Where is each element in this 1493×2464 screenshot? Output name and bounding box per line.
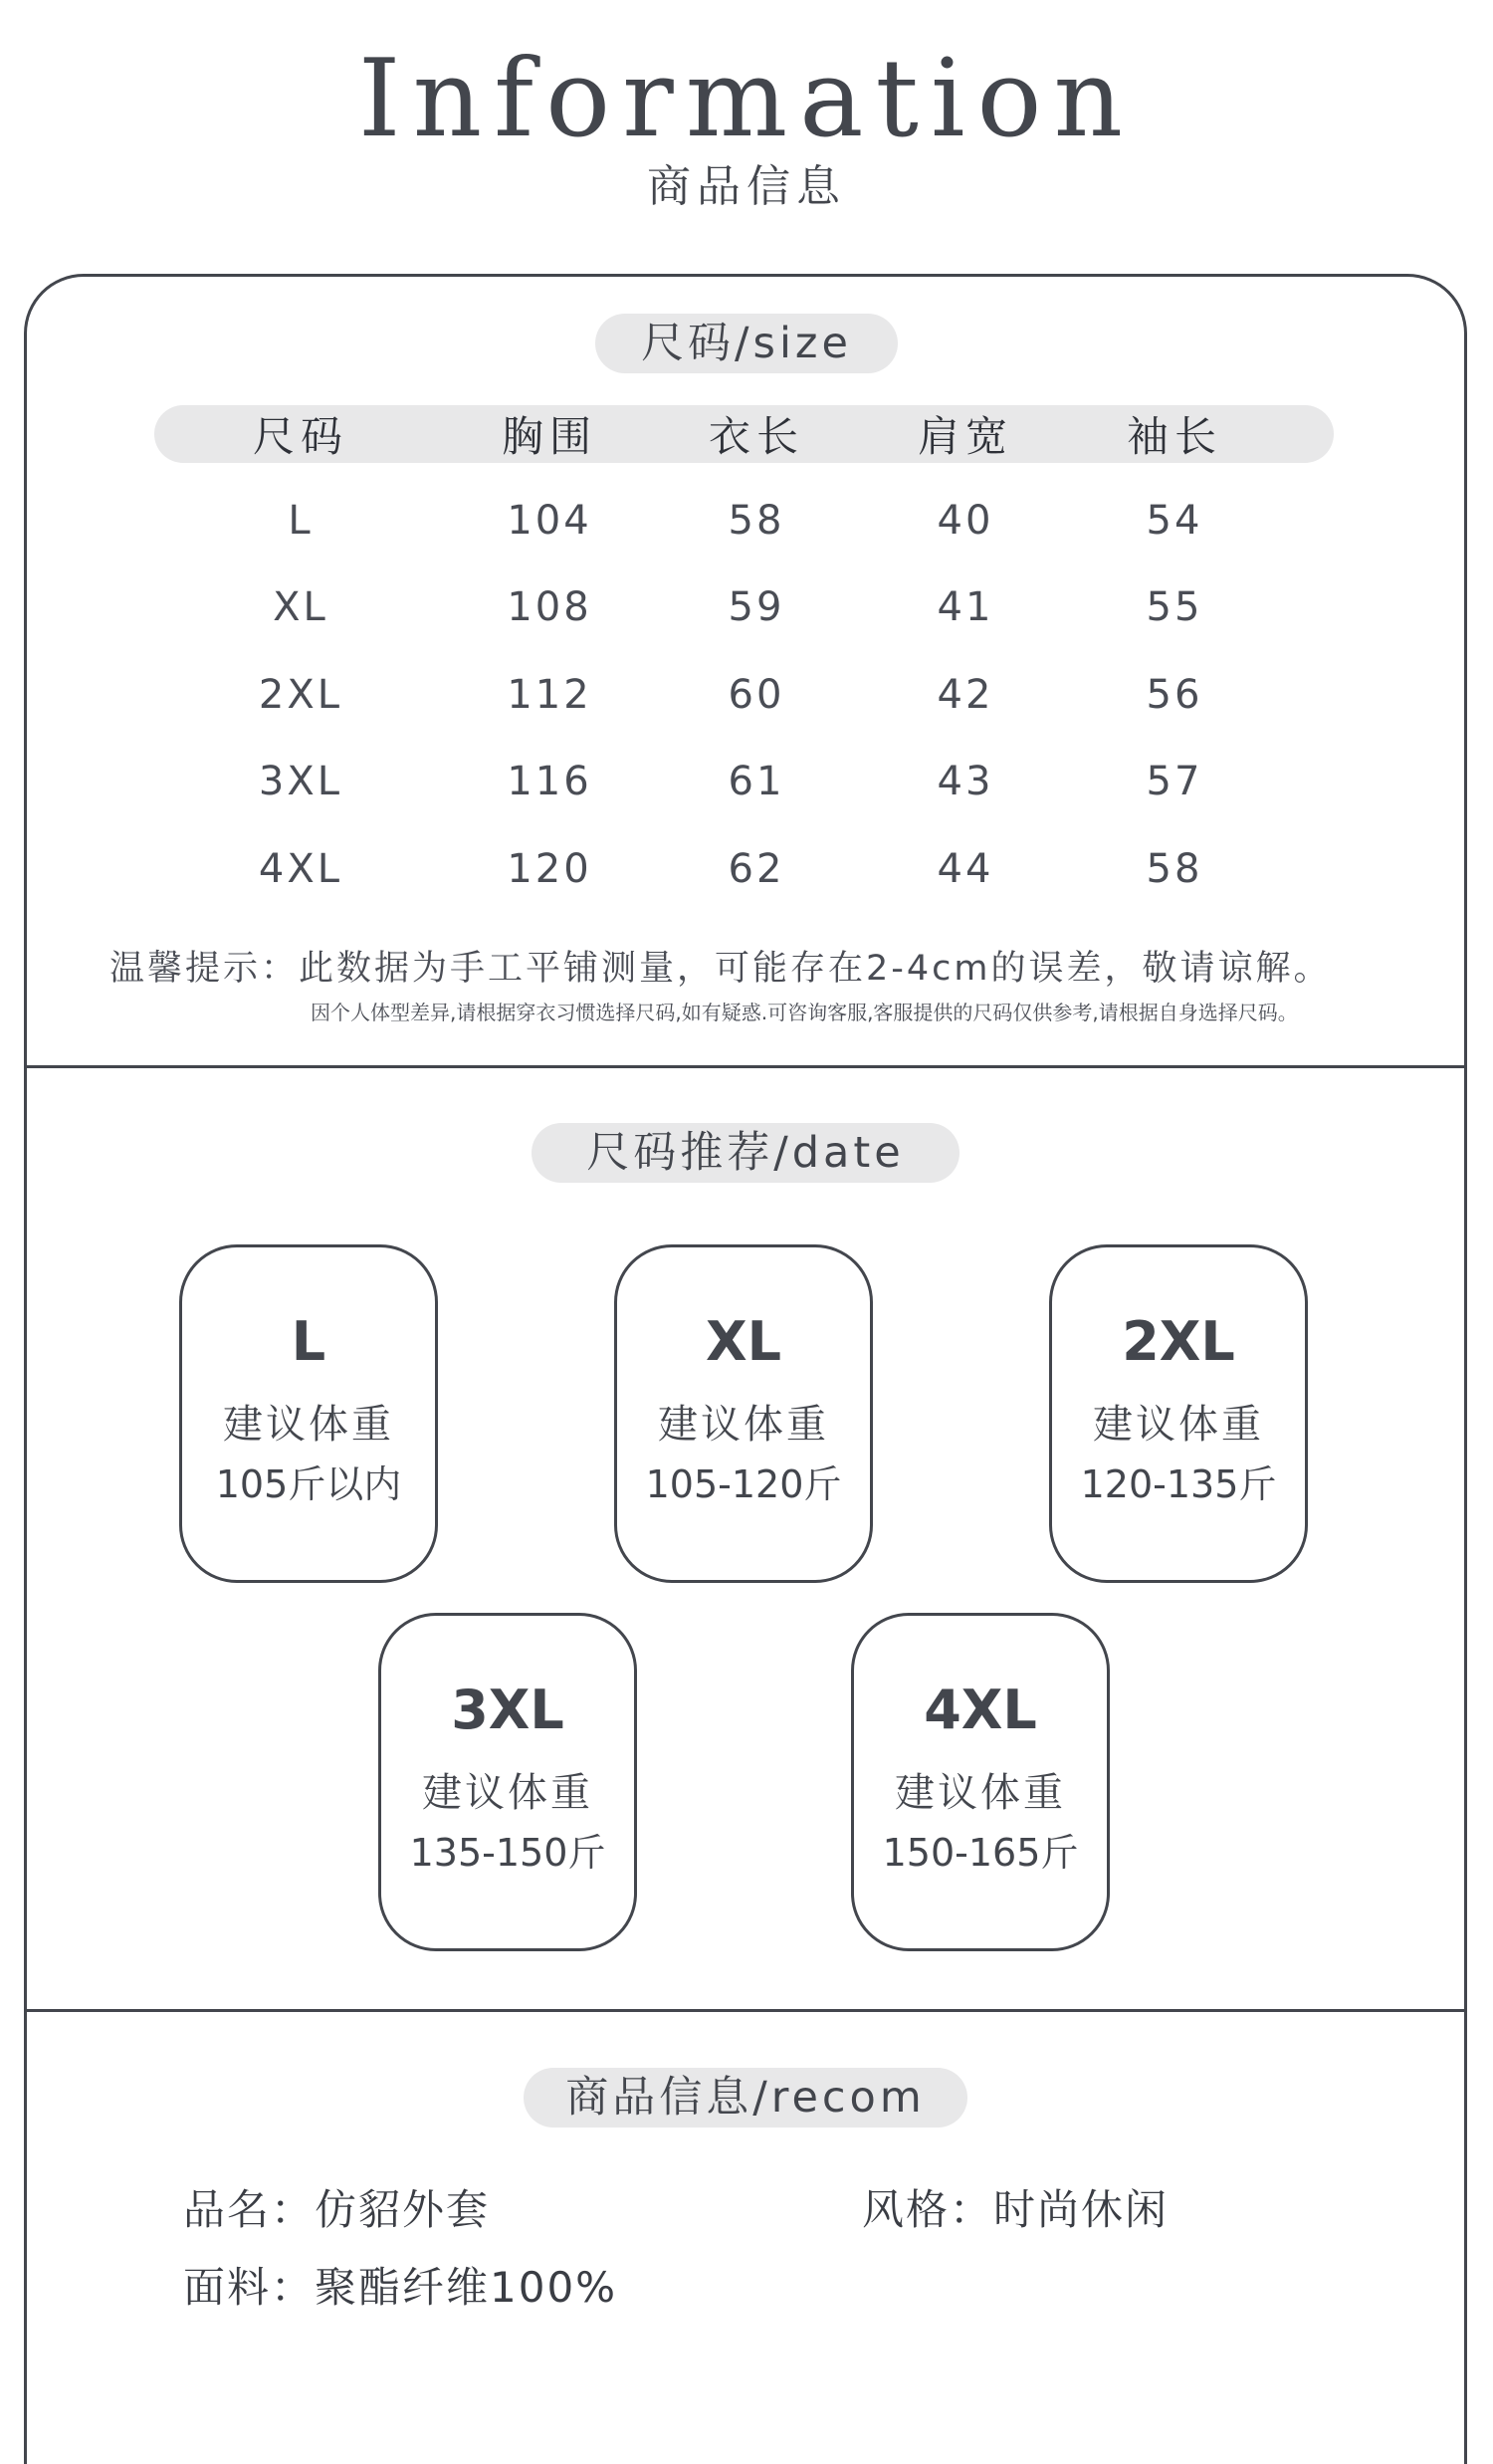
card-label: 建议体重 [1093,1402,1264,1448]
col-header-shoulder: 肩宽 [917,412,1013,461]
recommend-section-pill: 尺码推荐/date [532,1123,960,1183]
section-divider [24,1065,1467,1068]
table-cell: 57 [1146,759,1203,804]
col-header-size: 尺码 [252,412,348,461]
size-card-3xl [378,1613,637,1951]
card-label: 建议体重 [422,1770,593,1816]
table-cell: 44 [937,846,994,892]
table-cell: 40 [937,498,994,544]
card-size: XL [705,1310,782,1373]
table-cell: 43 [937,759,994,804]
card-size: 4XL [924,1679,1037,1741]
table-cell: XL [273,584,328,630]
card-label: 建议体重 [895,1770,1066,1816]
table-cell: 55 [1146,584,1203,630]
table-cell: 120 [507,846,592,892]
card-label: 建议体重 [658,1402,829,1448]
card-size: 2XL [1122,1310,1235,1373]
page-subtitle: 商品信息 [647,161,846,212]
section-divider [24,2009,1467,2012]
table-cell: 3XL [258,759,343,804]
product-material: 面料：聚酯纤维100% [183,2263,618,2312]
card-range: 105-120斤 [645,1462,842,1506]
table-cell: 41 [937,584,994,630]
card-range: 120-135斤 [1080,1462,1277,1506]
table-cell: 112 [507,672,592,718]
table-cell: 60 [728,672,785,718]
table-cell: 4XL [258,846,343,892]
size-card-l [179,1244,438,1583]
measurement-tip: 温馨提示：此数据为手工平铺测量，可能存在2-4cm的误差，敬请谅解。 [109,949,1332,989]
size-card-2xl [1049,1244,1308,1583]
table-cell: 61 [728,759,785,804]
table-cell: 116 [507,759,592,804]
col-header-sleeve: 袖长 [1126,412,1222,461]
card-range: 150-165斤 [882,1831,1079,1875]
product-section-pill: 商品信息/recom [524,2068,967,2128]
product-name: 品名：仿貂外套 [183,2185,491,2234]
table-cell: 62 [728,846,785,892]
card-size: L [291,1310,326,1373]
card-range: 105斤以内 [215,1462,402,1506]
card-size: 3XL [451,1679,564,1741]
card-label: 建议体重 [223,1402,394,1448]
size-section-pill: 尺码/size [595,314,898,373]
table-cell: 59 [728,584,785,630]
table-cell: 58 [728,498,785,544]
table-cell: 104 [507,498,592,544]
product-style: 风格：时尚休闲 [862,2185,1170,2234]
col-header-chest: 胸围 [501,412,597,461]
table-cell: 58 [1146,846,1203,892]
table-cell: 56 [1146,672,1203,718]
size-card-xl [614,1244,873,1583]
table-cell: 54 [1146,498,1203,544]
table-cell: 2XL [258,672,343,718]
table-cell: L [288,498,314,544]
card-range: 135-150斤 [409,1831,606,1875]
table-cell: 108 [507,584,592,630]
measurement-tip-note: 因个人体型差异,请根据穿衣习惯选择尺码,如有疑惑.可咨询客服,客服提供的尺码仅供参考,请根据自身选择尺码。 [311,1001,1298,1024]
col-header-length: 衣长 [708,412,804,461]
table-cell: 42 [937,672,994,718]
size-card-4xl [851,1613,1110,1951]
page-title: Information [357,37,1136,161]
